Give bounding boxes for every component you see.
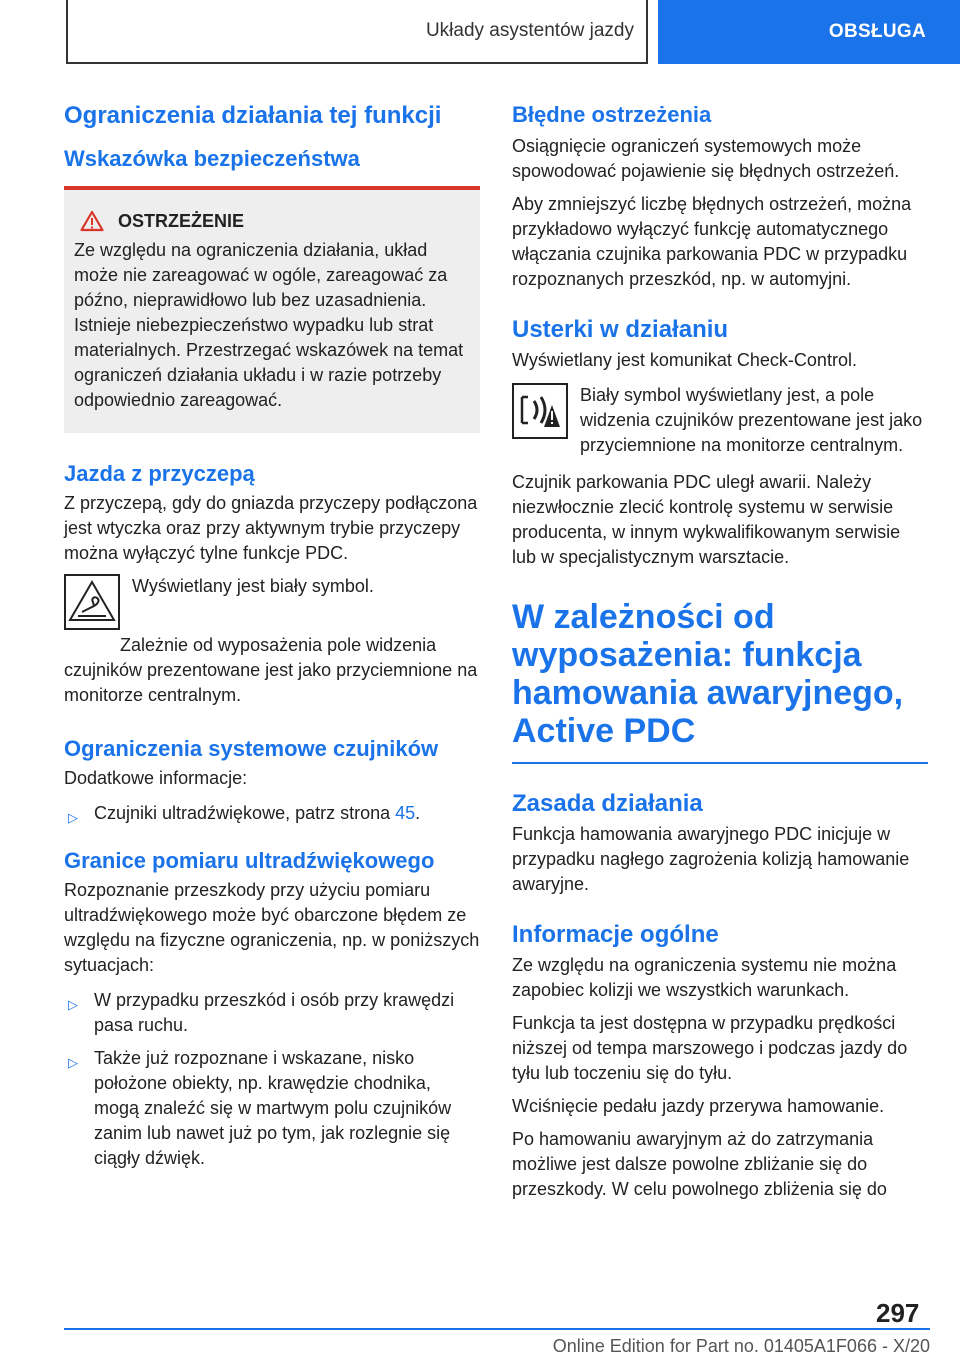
faults-icon-text: Biały symbol wyświetlany jest, a pole widzenia czujników prezentowane jest jako przyciemnione na monitorze centralnym. bbox=[580, 385, 923, 455]
heading-divider bbox=[512, 762, 928, 764]
heading-limits: Ograniczenia działania tej funkcji bbox=[64, 102, 442, 129]
warning-title-text: OSTRZEŻENIE bbox=[118, 210, 245, 231]
false-warnings-p2: Aby zmniejszyć liczbę błędnych ostrzeżeń, można przykładowo wyłączyć funkcję automatycznego włączania czujnika parkowania PDC w przypadku rozpoznanych przeszkód, np. w automyjni. bbox=[512, 194, 912, 289]
general-p1: Ze względu na ograniczenia systemu nie można zapobiec kolizji we wszystkich warunkach. bbox=[512, 955, 897, 1000]
heading-false-warnings: Błędne ostrzeżenia bbox=[512, 102, 712, 127]
list-item-text: W przypadku przeszkód i osób przy krawędzi pasa ruchu. bbox=[94, 990, 455, 1035]
warning-box bbox=[64, 186, 480, 433]
general-p3: Wciśnięcie pedału jazdy przerywa hamowanie. bbox=[512, 1096, 885, 1116]
running-header bbox=[66, 0, 648, 64]
ultrasonic-text: Rozpoznanie przeszkody przy użyciu pomiaru ultradźwiękowego może być obarczone błędem ze względu na fizyczne ograniczenia, np. w poniższych sytuacjach: bbox=[64, 880, 480, 975]
heading-faults: Usterki w działaniu bbox=[512, 316, 729, 343]
general-p4: Po hamowaniu awaryjnym aż do zatrzymania możliwe jest dalsze powolne zbliżanie się do przeszkody. W celu powolnego zbliżenia się do bbox=[512, 1129, 887, 1199]
chapter-tab bbox=[658, 0, 960, 64]
triangle-bullet-icon: ▷ bbox=[68, 1055, 78, 1070]
left-column bbox=[64, 100, 480, 1179]
principle-text: Funkcja hamowania awaryjnego PDC inicjuje w przypadku nagłego zagrożenia kolizją hamowanie awaryjne. bbox=[512, 824, 910, 894]
ultrasonic-list bbox=[64, 988, 480, 1171]
triangle-bullet-icon: ▷ bbox=[68, 810, 78, 825]
list-item: ▷ Czujniki ultradźwiękowe, patrz strona 45. bbox=[64, 801, 480, 830]
heading-general: Informacje ogólne bbox=[512, 921, 719, 948]
page-number: 297 bbox=[876, 1298, 920, 1328]
pdc-fault-icon bbox=[512, 383, 568, 439]
general-p2: Funkcja ta jest dostępna w przypadku prędkości niższej od tempa marszowego i podczas jazdy do tyłu lub toczeniu się do tyłu. bbox=[512, 1013, 908, 1083]
heading-safety: Wskazówka bezpieczeństwa bbox=[64, 146, 360, 171]
false-warnings-p1: Osiągnięcie ograniczeń systemowych może spowodować pojawienie się błędnych ostrzeżeń. bbox=[512, 136, 900, 181]
section-title: Układy asystentów jazdy bbox=[425, 20, 634, 41]
faults-p1: Wyświetlany jest komunikat Check-Control. bbox=[512, 350, 857, 370]
heading-trailer: Jazda z przyczepą bbox=[64, 461, 255, 486]
heading-emergency-braking: W zależności od wyposażenia: funkcja hamowania awaryjnego, Active PDC bbox=[512, 598, 904, 750]
trailer-icon-line2 bbox=[64, 633, 480, 708]
trailer-icon-line1: Wyświetlany jest biały symbol. bbox=[132, 576, 374, 596]
faults-p2: Czujnik parkowania PDC uległ awarii. Należy niezwłocznie zlecić kontrolę systemu w serwisie producenta, w innym wykwalifikowanym serwisie lub w specjalistycznym warsztacie. bbox=[512, 472, 901, 567]
triangle-bullet-icon: ▷ bbox=[68, 997, 78, 1012]
sensor-bullet-text: Czujniki ultradźwiękowe, patrz strona bbox=[94, 803, 396, 823]
warning-text: Ze względu na ograniczenia działania, układ może nie zareagować w ogóle, zareagować za późno, nieprawidłowo lub bez uzasadnienia. Istnieje niebezpieczeństwo wypadku lub strat materialnych. Przestrzegać wskazówek na temat ograniczeń działania układu i w razie potrzeby odpowiednio zareagować. bbox=[74, 240, 464, 410]
sensor-list bbox=[64, 801, 480, 830]
heading-principle: Zasada działania bbox=[512, 790, 703, 817]
list-item-text: Także już rozpoznane i wskazane, nisko położone obiekty, np. krawędzie chodnika, mogą znaleźć się w martwym polu czujników zanim lub nawet już po tym, jak rozlegnie się ciągły dźwięk. bbox=[94, 1048, 452, 1168]
list-item bbox=[64, 988, 480, 1038]
heading-ultrasonic: Granice pomiaru ultradźwiękowego bbox=[64, 848, 435, 873]
trailer-icon-line2-text: Zależnie od wyposażenia pole widzenia czujników prezentowane jest jako przyciemnione na monitorze centralnym. bbox=[64, 635, 478, 705]
trailer-warning-icon bbox=[64, 574, 120, 630]
footer-divider bbox=[64, 1328, 930, 1330]
right-column bbox=[512, 100, 928, 1202]
chapter-tab-label: OBSŁUGA bbox=[828, 21, 926, 42]
list-item bbox=[64, 1046, 480, 1171]
sensor-text: Dodatkowe informacje: bbox=[64, 768, 248, 788]
page-link[interactable]: 45 bbox=[395, 803, 416, 823]
trailer-text: Z przyczepą, gdy do gniazda przyczepy podłączona jest wtyczka oraz przy aktywnym trybie przyczepy można wyłączyć tylne funkcje PDC. bbox=[64, 493, 478, 563]
heading-sensor-limits: Ograniczenia systemowe czujników bbox=[64, 736, 439, 761]
faults-symbol-block bbox=[512, 383, 928, 458]
warning-title bbox=[74, 210, 470, 232]
warning-triangle-icon bbox=[80, 210, 104, 232]
trailer-symbol-block bbox=[64, 574, 480, 635]
footer-edition: Online Edition for Part no. 01405A1F066 - X/20 bbox=[552, 1336, 930, 1356]
